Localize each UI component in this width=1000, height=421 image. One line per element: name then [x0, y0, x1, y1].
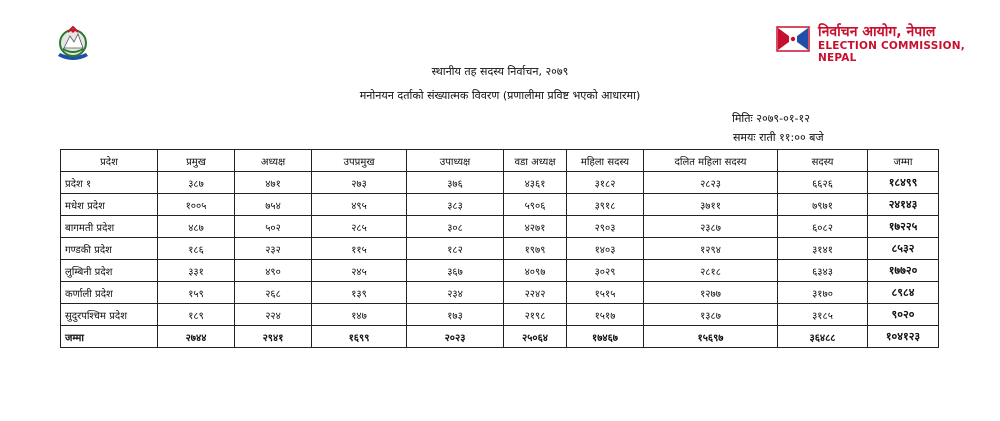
province-cell: सुदुरपश्चिम प्रदेश — [61, 304, 158, 326]
count-cell: ५०२ — [235, 216, 312, 238]
document-title: स्थानीय तह सदस्य निर्वाचन, २०७९ — [431, 65, 569, 78]
count-cell: १८९ — [158, 304, 235, 326]
row-total-cell: १७२२५ — [868, 216, 939, 238]
row-total-cell: १७७२० — [868, 260, 939, 282]
count-cell: ३७६ — [407, 172, 504, 194]
table-row — [61, 216, 939, 238]
table-row — [61, 172, 939, 194]
count-cell: १७३ — [407, 304, 504, 326]
count-cell: २१९८ — [504, 304, 567, 326]
count-cell: ७५४ — [235, 194, 312, 216]
province-cell: बागमती प्रदेश — [61, 216, 158, 238]
count-cell: १६९९ — [312, 326, 407, 348]
count-cell: ४९५ — [312, 194, 407, 216]
count-cell: ३८७ — [158, 172, 235, 194]
count-cell: ४०९७ — [504, 260, 567, 282]
document-subtitle: मनोनयन दर्ताको संख्यात्मक विवरण (प्रणालीमा प्रविष्ट भएको आधारमा) — [359, 89, 641, 102]
count-cell: ४३६१ — [504, 172, 567, 194]
row-total-cell: १०४१२३ — [868, 326, 939, 348]
count-cell: १७४६७ — [567, 326, 644, 348]
count-cell: १४७ — [312, 304, 407, 326]
table-row — [61, 260, 939, 282]
row-total-cell: ९०२० — [868, 304, 939, 326]
table-total-row — [61, 326, 939, 348]
column-header: महिला सदस्य — [567, 150, 644, 172]
count-cell: १२७७ — [644, 282, 778, 304]
count-cell: २३४ — [407, 282, 504, 304]
count-cell: १५९ — [158, 282, 235, 304]
count-cell: २२४२ — [504, 282, 567, 304]
report-time: समयः राती ११:०० बजे — [733, 131, 824, 144]
count-cell: ३३१ — [158, 260, 235, 282]
count-cell: १००५ — [158, 194, 235, 216]
count-cell: १२९४ — [644, 238, 778, 260]
column-header: अध्यक्ष — [235, 150, 312, 172]
table-header-row — [61, 150, 939, 172]
count-cell: ३९१८ — [567, 194, 644, 216]
province-cell: मधेश प्रदेश — [61, 194, 158, 216]
count-cell: २९०३ — [567, 216, 644, 238]
count-cell: ४७१ — [235, 172, 312, 194]
count-cell: ६०८२ — [778, 216, 868, 238]
count-cell: १९७९ — [504, 238, 567, 260]
row-total-cell: ८५३२ — [868, 238, 939, 260]
count-cell: ४९० — [235, 260, 312, 282]
count-cell: २३८७ — [644, 216, 778, 238]
count-cell: २८५ — [312, 216, 407, 238]
count-cell: २६८ — [235, 282, 312, 304]
nepal-emblem-icon — [50, 26, 96, 64]
count-cell: ३७११ — [644, 194, 778, 216]
count-cell: ४२७१ — [504, 216, 567, 238]
count-cell: ३६७ — [407, 260, 504, 282]
count-cell: ५९०६ — [504, 194, 567, 216]
count-cell: १३८७ — [644, 304, 778, 326]
count-cell: ३०८ — [407, 216, 504, 238]
column-header: उपाध्यक्ष — [407, 150, 504, 172]
org-name-english: ELECTION COMMISSION, NEPAL — [818, 40, 965, 65]
count-cell: ६६२६ — [778, 172, 868, 194]
row-total-cell: १८४९९ — [868, 172, 939, 194]
row-total-cell: ८९८४ — [868, 282, 939, 304]
province-cell: गण्डकी प्रदेश — [61, 238, 158, 260]
count-cell: १८६ — [158, 238, 235, 260]
count-cell: २२४ — [235, 304, 312, 326]
count-cell: ३६४८८ — [778, 326, 868, 348]
column-header: जम्मा — [868, 150, 939, 172]
table-row — [61, 194, 939, 216]
province-cell: प्रदेश १ — [61, 172, 158, 194]
count-cell: २७३ — [312, 172, 407, 194]
province-cell: कर्णाली प्रदेश — [61, 282, 158, 304]
election-commission-logo-icon — [776, 26, 810, 52]
column-header: प्रमुख — [158, 150, 235, 172]
count-cell: ११५ — [312, 238, 407, 260]
column-header: दलित महिला सदस्य — [644, 150, 778, 172]
count-cell: ३१८५ — [778, 304, 868, 326]
column-header: सदस्य — [778, 150, 868, 172]
count-cell: २९४१ — [235, 326, 312, 348]
count-cell: १४०३ — [567, 238, 644, 260]
count-cell: १८२ — [407, 238, 504, 260]
count-cell: १५६९७ — [644, 326, 778, 348]
count-cell: ७९७१ — [778, 194, 868, 216]
province-cell: लुम्बिनी प्रदेश — [61, 260, 158, 282]
count-cell: ३१४१ — [778, 238, 868, 260]
row-total-cell: २४१४३ — [868, 194, 939, 216]
count-cell: ६३४३ — [778, 260, 868, 282]
table-row — [61, 282, 939, 304]
table-row — [61, 304, 939, 326]
table-row — [61, 238, 939, 260]
count-cell: २५०६४ — [504, 326, 567, 348]
count-cell: ४८७ — [158, 216, 235, 238]
count-cell: २८२३ — [644, 172, 778, 194]
count-cell: २३२ — [235, 238, 312, 260]
count-cell: ३०२९ — [567, 260, 644, 282]
nomination-summary-table — [60, 149, 939, 348]
count-cell: ३१७० — [778, 282, 868, 304]
column-header: वडा अध्यक्ष — [504, 150, 567, 172]
org-name-nepali: निर्वाचन आयोग, नेपाल — [818, 24, 936, 40]
count-cell: २०२३ — [407, 326, 504, 348]
count-cell: १५१७ — [567, 304, 644, 326]
report-date: मितिः २०७९-०१-१२ — [732, 112, 810, 125]
organization-name — [818, 24, 1000, 64]
count-cell: २४५ — [312, 260, 407, 282]
count-cell: ३८३ — [407, 194, 504, 216]
province-cell: जम्मा — [61, 326, 158, 348]
column-header: प्रदेश — [61, 150, 158, 172]
count-cell: १५१५ — [567, 282, 644, 304]
count-cell: ३१८२ — [567, 172, 644, 194]
count-cell: २७४४ — [158, 326, 235, 348]
count-cell: १३९ — [312, 282, 407, 304]
column-header: उपप्रमुख — [312, 150, 407, 172]
count-cell: २८१८ — [644, 260, 778, 282]
